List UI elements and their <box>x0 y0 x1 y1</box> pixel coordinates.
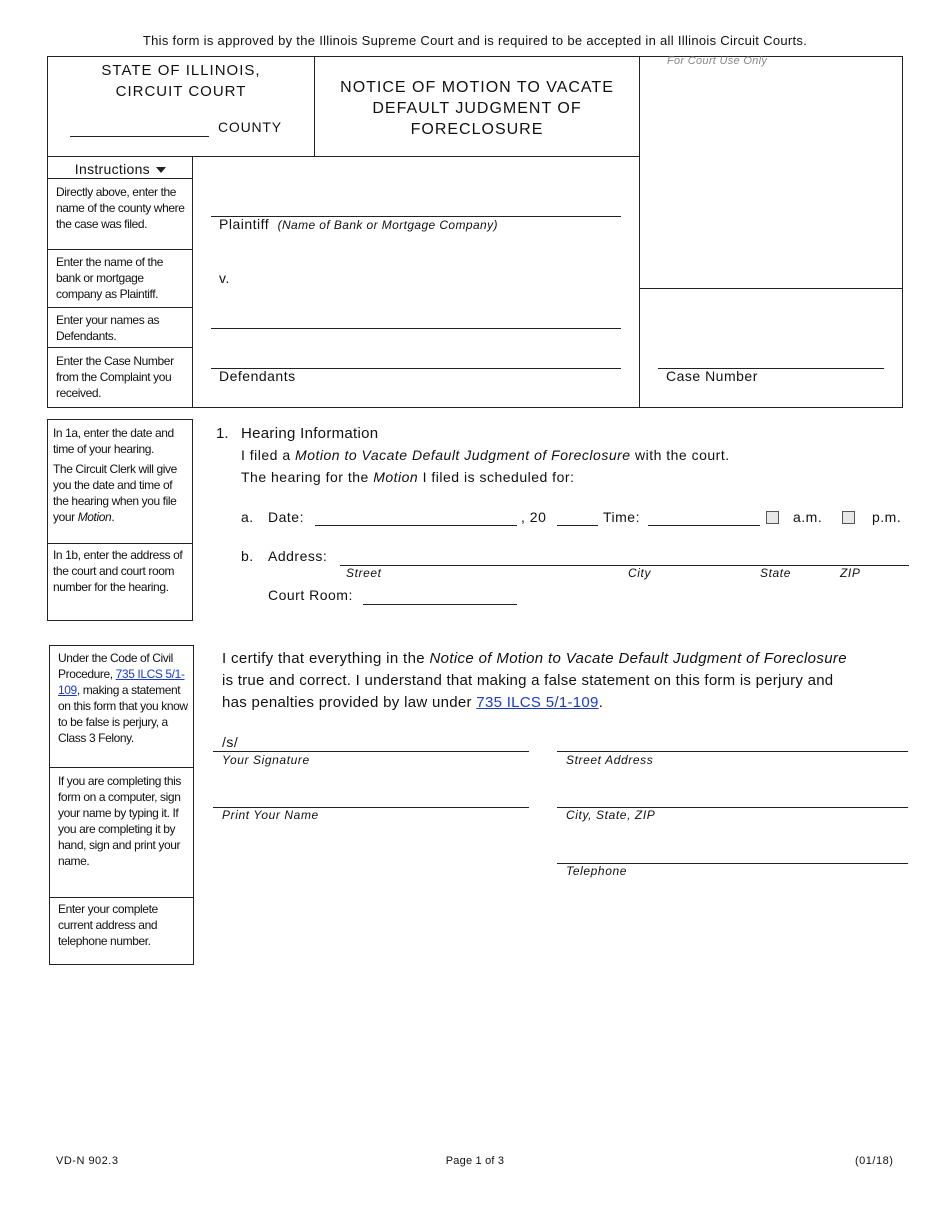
instruction-rule <box>50 897 194 898</box>
plaintiff-label-text: Plaintiff <box>219 216 270 232</box>
instruction-address: Enter your complete current address and telephone number. <box>58 902 158 948</box>
form-title-line-3: FORECLOSURE <box>410 121 544 138</box>
plaintiff-label <box>219 216 498 232</box>
cert-line-1-title: Notice of Motion to Vacate Default Judgment of Foreclosure <box>429 650 847 667</box>
am-checkbox[interactable] <box>766 511 779 524</box>
hearing-line-1-motion: Motion to Vacate Default Judgment of Foreclosure <box>295 447 631 463</box>
court-use-rule <box>639 288 903 289</box>
hearing-line-1-pre: I filed a <box>241 447 296 463</box>
city-state-zip-label: City, State, ZIP <box>566 808 656 822</box>
telephone-input[interactable] <box>557 849 908 864</box>
street-address-input[interactable] <box>557 737 908 752</box>
caret-down-icon <box>156 167 166 173</box>
clerk-period: . <box>111 510 115 524</box>
court-room-input[interactable] <box>363 590 517 605</box>
instruction-rule <box>48 307 193 308</box>
instruction-signing: If you are completing this form on a computer, sign your name by typing it. If you are completing it by hand, sign and print your name. <box>58 774 182 868</box>
certification-line-1 <box>222 650 847 667</box>
signature-input[interactable] <box>213 737 529 752</box>
form-title-line-2: DEFAULT JUDGMENT OF <box>372 100 582 117</box>
hearing-line-2 <box>241 469 574 485</box>
certification-line-3 <box>222 694 603 711</box>
plaintiff-input[interactable] <box>211 202 621 217</box>
versus-label: v. <box>219 270 230 286</box>
time-label: Time: <box>603 509 640 525</box>
court-use-divider <box>639 56 640 408</box>
defendant-input-1[interactable] <box>211 314 621 329</box>
street-sublabel: Street <box>346 566 382 580</box>
perjury-pre: Under the Code of Civil Procedure, <box>58 651 173 681</box>
court-line: CIRCUIT COURT <box>115 83 247 100</box>
court-use-label: For Court Use Only <box>667 55 768 67</box>
instruction-hearing-1a-clerk <box>53 461 189 525</box>
cert-line-3-post: . <box>598 694 604 711</box>
pm-label: p.m. <box>872 509 902 525</box>
date-label: Date: <box>268 509 304 525</box>
hearing-line-2-motion: Motion <box>373 469 419 485</box>
court-room-label: Court Room: <box>268 587 353 603</box>
instruction-perjury <box>58 650 190 746</box>
hearing-line-1 <box>241 447 730 463</box>
instruction-defendants: Enter your names as Defendants. <box>56 313 160 343</box>
hearing-line-2-post: I filed is scheduled for: <box>418 469 575 485</box>
instruction-case-number: Enter the Case Number from the Complaint you received. <box>56 354 174 400</box>
instruction-rule <box>50 767 194 768</box>
hearing-title: Hearing Information <box>241 425 379 442</box>
instruction-plaintiff: Enter the name of the bank or mortgage company as Plaintiff. <box>56 255 164 301</box>
perjury-post: , making a statement on this form that you know to be false is perjury, a Class 3 Felony. <box>58 683 188 745</box>
case-number-label: Case Number <box>666 368 758 384</box>
address-label: Address: <box>268 548 328 564</box>
item-b-letter: b. <box>241 548 254 564</box>
print-name-label: Print Your Name <box>222 808 319 822</box>
year-input[interactable] <box>557 511 598 526</box>
item-a-letter: a. <box>241 509 254 525</box>
state-line: STATE OF ILLINOIS, <box>101 62 261 79</box>
perjury-statute-link[interactable]: 735 ILCS 5/1-109 <box>58 667 185 697</box>
county-label: COUNTY <box>218 119 282 135</box>
instructions-toggle[interactable] <box>48 158 193 179</box>
instruction-rule <box>48 347 193 348</box>
cert-line-3-pre: has penalties provided by law under <box>222 694 477 711</box>
instruction-county: Directly above, enter the name of the county where the case was filed. <box>56 185 185 231</box>
city-state-zip-input[interactable] <box>557 793 908 808</box>
defendant-input-2[interactable] <box>211 354 621 369</box>
form-title-line-1: NOTICE OF MOTION TO VACATE <box>340 79 614 96</box>
am-label: a.m. <box>793 509 823 525</box>
instructions-label: Instructions <box>74 161 150 177</box>
defendants-label: Defendants <box>219 368 296 384</box>
hearing-number: 1. <box>216 425 229 442</box>
time-input[interactable] <box>648 511 760 526</box>
pm-checkbox[interactable] <box>842 511 855 524</box>
clerk-motion: Motion <box>77 510 112 524</box>
instruction-hearing-1b: In 1b, enter the address of the court and court room number for the hearing. <box>53 548 183 594</box>
instruction-hearing-1a: In 1a, enter the date and time of your hearing. <box>53 426 174 456</box>
cert-statute-link[interactable]: 735 ILCS 5/1-109 <box>476 694 599 711</box>
zip-sublabel: ZIP <box>840 566 861 580</box>
approval-note: This form is approved by the Illinois Supreme Court and is required to be accepted in all Illinois Circuit Courts. <box>142 33 808 48</box>
year-prefix: , 20 <box>521 509 547 525</box>
city-sublabel: City <box>628 566 652 580</box>
print-name-input[interactable] <box>213 793 529 808</box>
signature-label: Your Signature <box>222 753 310 767</box>
hearing-line-1-post: with the court. <box>630 447 730 463</box>
case-number-input[interactable] <box>658 354 884 369</box>
date-input[interactable] <box>315 511 517 526</box>
address-input[interactable] <box>340 551 909 566</box>
instruction-rule <box>48 249 193 250</box>
page-number: Page 1 of 3 <box>445 1155 505 1167</box>
state-sublabel: State <box>760 566 792 580</box>
cert-line-1-pre: I certify that everything in the <box>222 650 430 667</box>
clerk-text: The Circuit Clerk will give you the date and time of the hearing when you file your <box>53 462 177 524</box>
plaintiff-hint: (Name of Bank or Mortgage Company) <box>277 218 498 232</box>
street-address-label: Street Address <box>566 753 654 767</box>
telephone-label: Telephone <box>566 864 628 878</box>
certification-line-2: is true and correct. I understand that making a false statement on this form is perjury and <box>222 672 834 689</box>
county-input[interactable] <box>70 122 209 137</box>
revision-date: (01/18) <box>855 1155 894 1167</box>
form-code: VD-N 902.3 <box>56 1155 119 1167</box>
instruction-rule <box>48 543 193 544</box>
signature-prefix: /s/ <box>222 734 239 750</box>
hearing-line-2-pre: The hearing for the <box>241 469 374 485</box>
